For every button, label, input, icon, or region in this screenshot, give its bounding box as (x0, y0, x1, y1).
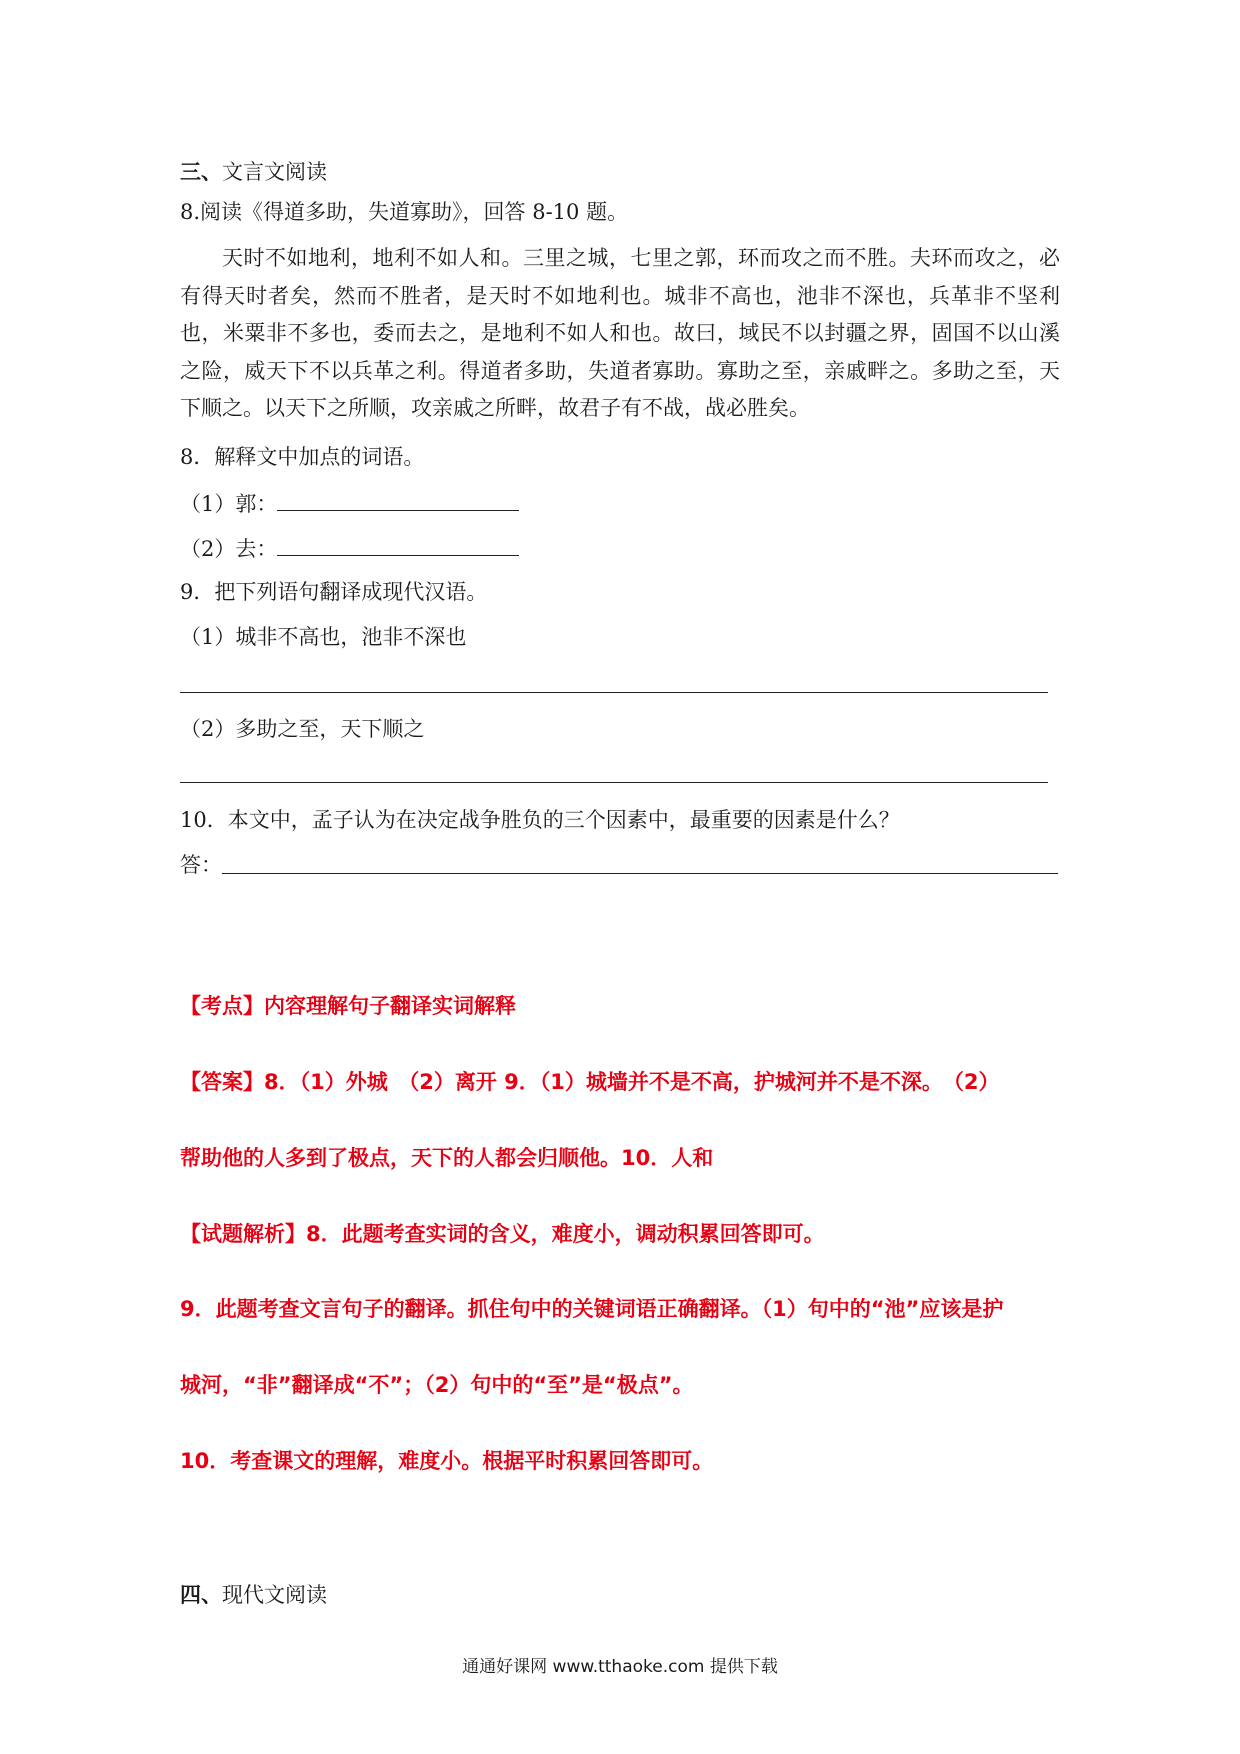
answer-line[interactable] (222, 873, 1058, 874)
section-number: 四、 (180, 1583, 222, 1607)
answer-blank[interactable] (277, 490, 519, 511)
question-8-item-1 (180, 490, 519, 516)
section-title: 现代文阅读 (222, 1583, 327, 1607)
question-9-item-1: （1）城非不高也，池非不深也 (180, 625, 467, 649)
analysis-answer-line-1: 【答案】8．（1）外城 （2）离开 9．（1）城墙并不是不高，护城河并不是不深。 （2） (180, 1070, 1000, 1094)
page-footer: 通通好课网 www.tthaoke.com 提供下载 (462, 1657, 778, 1677)
question-8-prompt: 8．解释文中加点的词语。 (180, 445, 425, 469)
analysis-q9-line-1: 9．此题考查文言句子的翻译。抓住句中的关键词语正确翻译。（1）句中的“池”应该是护 (180, 1297, 1004, 1321)
analysis-jiexi: 【试题解析】8．此题考查实词的含义，难度小，调动积累回答即可。 (180, 1222, 825, 1246)
question-8-item-2 (180, 535, 519, 561)
reading-intro: 8.阅读《得道多助，失道寡助》，回答 8-10 题。 (180, 200, 629, 224)
question-9-item-2: （2）多助之至，天下顺之 (180, 717, 425, 741)
question-10-prompt: 10．本文中，孟子认为在决定战争胜负的三个因素中，最重要的因素是什么？ (180, 808, 900, 832)
answer-line[interactable] (180, 692, 1048, 693)
section-number: 三、 (180, 160, 222, 184)
question-9-prompt: 9．把下列语句翻译成现代汉语。 (180, 580, 488, 604)
analysis-kaodian: 【考点】内容理解句子翻译实词解释 (180, 994, 516, 1018)
section-heading-3 (180, 160, 327, 184)
item-label: （1）郭： (180, 492, 278, 516)
analysis-q9-line-2: 城河，“非”翻译成“不”；（2）句中的“至”是“极点”。 (180, 1373, 694, 1397)
classical-passage: 天时不如地利，地利不如人和。三里之城，七里之郭，环而攻之而不胜。夫环而攻之，必有得天时者矣，然而不胜者，是天时不如地利也。城非不高也，池非不深也，兵革非不坚利也，米粟非不多也，委而去之，是地利不如人和也。故曰，域民不以封疆之界，固国不以山溪之险，威天下不以兵革之利。得道者多助，失道者寡助。寡助之至，亲戚畔之。多助之至，天下顺之。以天下之所顺，攻亲戚之所畔，故君子有不战，战必胜矣。 (180, 246, 1060, 420)
analysis-answer-line-2: 帮助他的人多到了极点，天下的人都会归顺他。10．人和 (180, 1146, 714, 1170)
analysis-q10: 10．考查课文的理解，难度小。根据平时积累回答即可。 (180, 1449, 714, 1473)
section-heading-4 (180, 1583, 327, 1607)
answer-blank[interactable] (277, 535, 519, 556)
section-title: 文言文阅读 (222, 160, 327, 184)
answer-line[interactable] (180, 782, 1048, 783)
question-10-answer-label: 答： (180, 853, 222, 877)
item-label: （2）去： (180, 537, 278, 561)
